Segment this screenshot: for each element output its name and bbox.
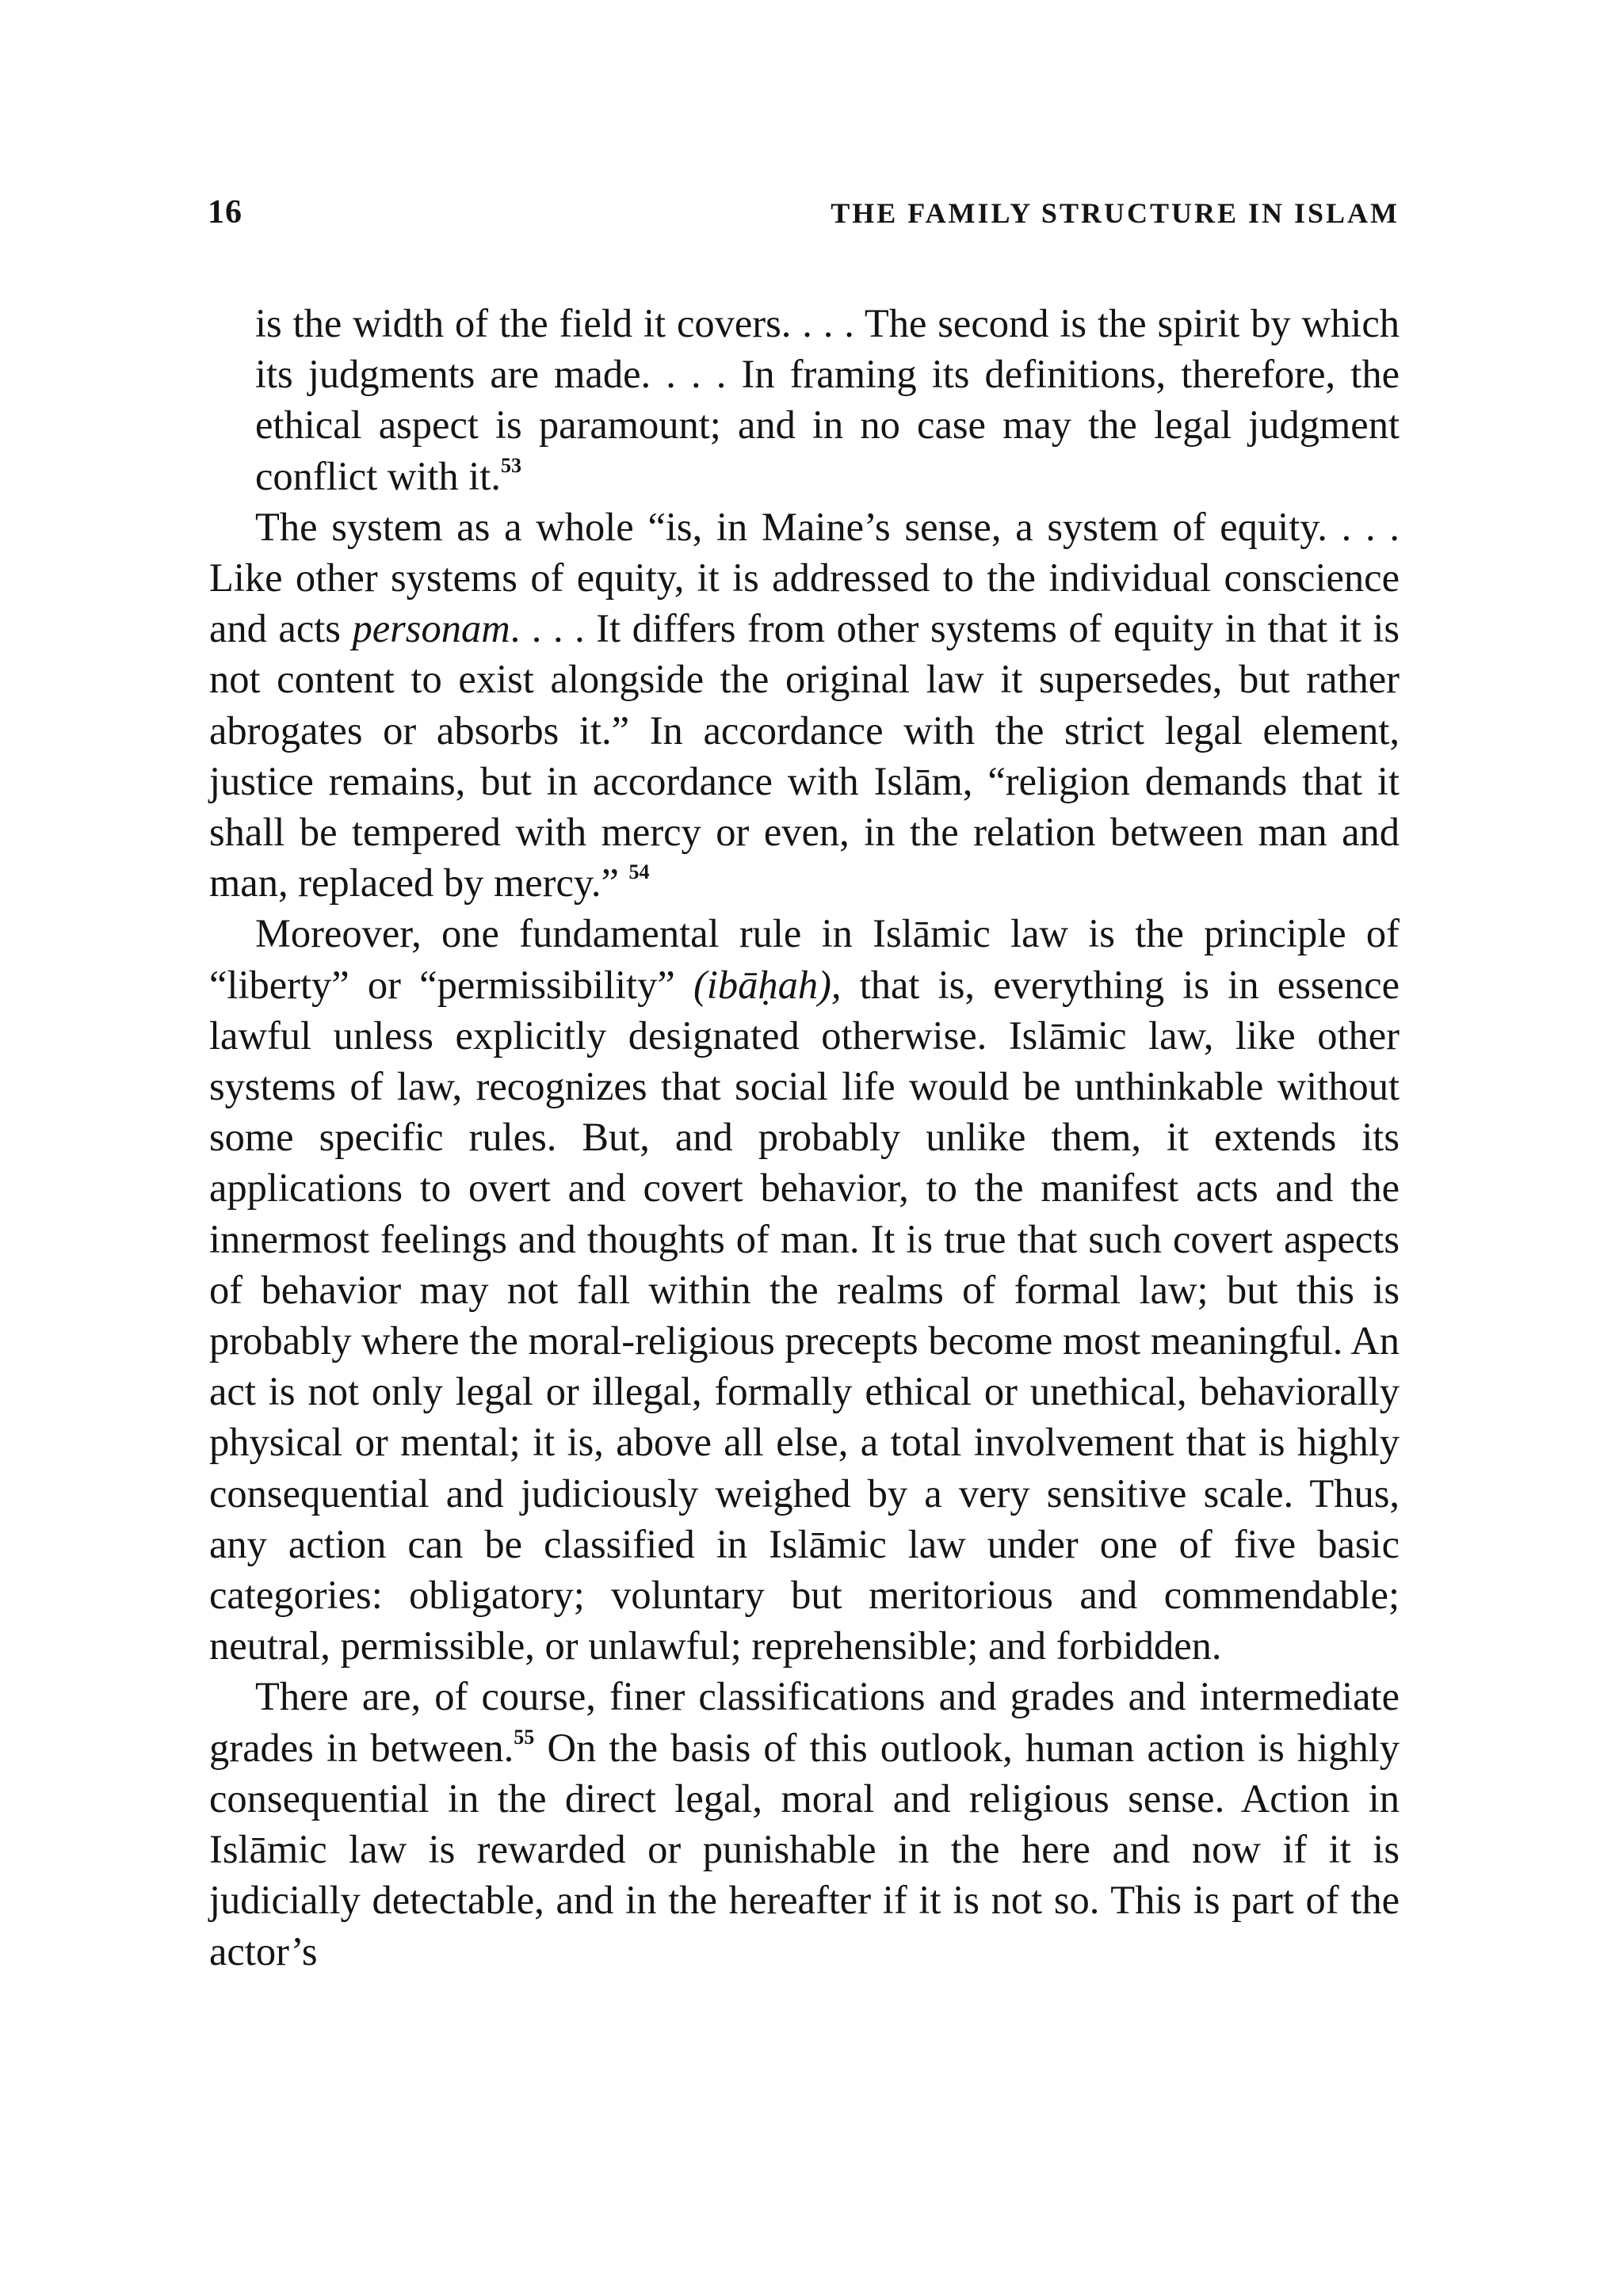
paragraph-classifications — [209, 1671, 1400, 1976]
running-title: THE FAMILY STRUCTURE IN ISLAM — [831, 197, 1400, 229]
paragraph-text: On the basis of this outlook, human action is highly consequential in the direct legal, moral and religious sense. Action in Islāmic law is rewarded or punishable in the here and now if it is judicially detectable, and in the hereafter if it is not so. This is part of the actor’s — [209, 1725, 1400, 1974]
paragraph-text: that is, everything is in essence lawful unless explicitly designated otherwise. Islāmic law, like other systems of law, recognizes that social life would be unthinkable without some specific rules. But, and probably unlike them, it extends its applications to overt and covert behavior, to the manifest acts and the innermost feelings and thoughts of man. It is true that such covert aspects of behavior may not fall within the realms of formal law; but this is probably where the moral-religious precepts become most meaningful. An act is not only legal or illegal, formally ethical or unethical, behaviorally physical or mental; it is, above all else, a total involvement that is highly consequential and judiciously weighed by a very sensitive scale. Thus, any action can be classified in Islāmic law under one of five basic categories: obligatory; voluntary but meritorious and commendable; neutral, permissible, or unlawful; reprehensible; and forbidden. — [209, 962, 1400, 1669]
paragraph-text: The system as a whole “is, in Maine’s sense, a system of equity. . . . Like other systems of equity, it is addressed to the individual conscience and acts — [209, 504, 1400, 651]
running-head — [208, 193, 1400, 241]
footnote-ref-53: 53 — [500, 453, 521, 477]
quote-text: is the width of the field it covers. . . . The second is the spirit by which its judgments are made. . . . In framing its definitions, therefore, the ethical aspect is paramount; and in no case may the legal judgment conflict with it. — [255, 301, 1400, 498]
paragraph-text: Moreover, one fundamental rule in Islāmic law is the principle of “liberty” or “permissibility” — [209, 911, 1400, 1007]
paragraph-system-equity — [209, 502, 1400, 909]
body-text — [209, 298, 1400, 1977]
italic-term-ibahah: (ibāḥah), — [693, 962, 842, 1007]
paragraph-text: There are, of course, finer classifications and grades and intermediate grades in between. — [209, 1674, 1400, 1770]
footnote-ref-55: 55 — [514, 1725, 535, 1749]
paragraph-text: . . . . It differs from other systems of equity in that it is not content to exist alongside the original law it supersedes, but rather abrogates or absorbs it.” In accordance with the strict legal element, justice remains, but in accordance with Islām, “religion demands that it shall be tempered with mercy or even, in the relation between man and man, replaced by mercy.” — [209, 606, 1400, 906]
italic-term-personam: personam — [352, 606, 510, 651]
paragraph-permissibility — [209, 908, 1400, 1671]
page-number: 16 — [208, 194, 242, 231]
block-quote — [255, 298, 1400, 502]
footnote-ref-54: 54 — [628, 860, 650, 884]
